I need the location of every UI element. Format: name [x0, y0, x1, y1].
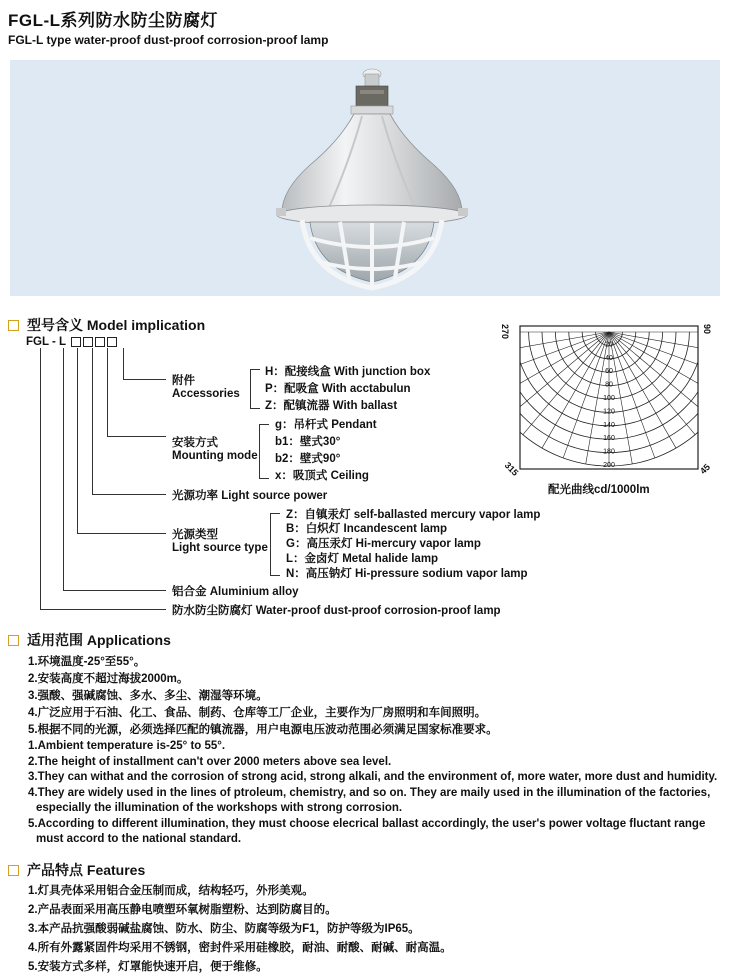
bullet-square-icon [8, 865, 19, 876]
polar-caption: 配光曲线cd/1000lm [548, 484, 650, 496]
code-box-2 [83, 337, 93, 347]
list-item: 4.广泛应用于石油、化工、食品、制药、仓库等工厂企业，主要作为厂房照明和车间照明。 [28, 707, 487, 719]
list-item: must accord to the national standard. [36, 833, 242, 845]
connector-line [92, 348, 93, 494]
connector-line [92, 494, 166, 495]
light-type-item: Z：自镇汞灯 self-ballasted mercury vapor lamp [286, 509, 541, 521]
bracket-line [250, 369, 260, 370]
bracket-line [270, 513, 280, 514]
polar-ring-label: 40 [605, 354, 613, 362]
angle-315-label: 315 [502, 460, 521, 478]
lamp-image [10, 60, 720, 296]
light-type-label-cn: 光源类型 [172, 529, 218, 541]
code-box-3 [95, 337, 105, 347]
applications-list [28, 654, 723, 848]
list-item: 4.They are widely used in the lines of ptroleum, chemistry, and so on. They are maily used in the illumination of the factories, [28, 786, 711, 799]
polar-ring-label: 120 [603, 408, 615, 416]
list-item: 5.According to different illumination, they must choose elecrical ballast accordingly, the user's power voltage fluctant range [28, 817, 706, 830]
polar-ring-label: 100 [603, 395, 615, 402]
connector-line [77, 348, 78, 533]
mounting-item: b2：壁式90° [275, 453, 341, 465]
connector-line [63, 590, 166, 591]
bullet-square-icon [8, 635, 19, 646]
light-type-item: B：白炽灯 Incandescent lamp [286, 523, 448, 535]
list-item: 5.根据不同的光源，必须选择匹配的镇流器，用户电源电压波动范围必须满足国家标准要求。 [28, 724, 498, 736]
bracket-line [270, 513, 271, 575]
model-code: FGL - L [26, 336, 117, 348]
connector-line [40, 609, 166, 610]
code-box-4 [107, 337, 117, 347]
bracket-line [259, 424, 269, 425]
connector-line [107, 348, 108, 436]
accessory-item: H：配接线盒 With junction box [265, 366, 431, 378]
mounting-item: b1：壁式30° [275, 436, 341, 448]
mounting-label-en: Mounting mode [172, 450, 258, 462]
connector-line [40, 348, 41, 610]
bracket-line [250, 369, 251, 409]
polar-ring-label: 200 [603, 462, 615, 469]
alloy-label: 铝合金 Aluminium alloy [172, 586, 299, 598]
bracket-line [270, 575, 280, 576]
connector-line [77, 533, 166, 534]
features-heading: 产品特点 Features [8, 860, 145, 880]
light-type-item: G：高压汞灯 Hi-mercury vapor lamp [286, 538, 481, 550]
list-item: 1.灯具壳体采用铝合金压制而成，结构轻巧，外形美观。 [28, 885, 314, 897]
polar-ring-label: 160 [603, 435, 615, 443]
list-item: 4.所有外露紧固件均采用不锈钢，密封件采用硅橡胶，耐油、耐酸、耐碱、耐高温。 [28, 942, 452, 954]
features-list [28, 882, 723, 977]
connector-line [107, 436, 166, 437]
bullet-square-icon [8, 320, 19, 331]
light-distribution-diagram [498, 318, 720, 500]
mounting-label-cn: 安装方式 [172, 437, 218, 449]
list-item: 3.本产品抗强酸弱碱盐腐蚀、防水、防尘、防腐等级为F1，防护等级为IP65。 [28, 923, 420, 935]
list-item: 2.The height of installment can't over 2000 meters above sea level. [28, 755, 392, 768]
model-heading: 型号含义 Model implication [8, 315, 205, 335]
angle-45-label: 45 [697, 461, 713, 477]
angle-90-label: 90 [702, 324, 712, 335]
page-title: FGL-L系列防水防尘防腐灯 [8, 11, 219, 30]
connector-line [63, 348, 64, 590]
list-item: 3.强酸、强碱腐蚀、多水、多尘、潮湿等环境。 [28, 690, 268, 702]
bracket-line [250, 408, 260, 409]
applications-heading: 适用范围 Applications [8, 630, 171, 650]
polar-ring-label: 60 [605, 368, 613, 376]
list-item: 1.Ambient temperature is-25° to 55°. [28, 740, 226, 752]
product-banner [10, 60, 720, 296]
lamp-label: 防水防尘防腐灯 Water-proof dust-proof corrosion-proof lamp [172, 605, 501, 617]
code-box-1 [71, 337, 81, 347]
list-item: 3.They can withat and the corrosion of strong acid, strong alkali, and the environment of, more water, more dust and humidity. [28, 771, 718, 783]
connector-line [123, 379, 166, 380]
list-item: 5.安装方式多样，灯罩能快速开启，便于维修。 [28, 961, 268, 973]
connector-line [123, 348, 124, 380]
list-item: 1.环境温度-25°至55°。 [28, 656, 146, 668]
accessories-label-cn: 附件 [172, 375, 195, 387]
list-item: 2.产品表面采用高压静电喷塑环氧树脂塑粉、达到防腐目的。 [28, 904, 337, 916]
polar-ring-label: 80 [605, 381, 613, 389]
bracket-line [259, 424, 260, 479]
list-item: especially the illumination of the workshops with strong corrosion. [36, 802, 403, 814]
accessories-label-en: Accessories [172, 388, 240, 400]
polar-ring-label: 20 [605, 341, 613, 349]
bracket-line [259, 478, 269, 479]
page-subtitle: FGL-L type water-proof dust-proof corrosion-proof lamp [8, 33, 329, 47]
accessory-item: Z：配镇流器 With ballast [265, 400, 398, 412]
mounting-item: x：吸顶式 Ceiling [275, 470, 369, 482]
light-type-item: N：高压钠灯 Hi-pressure sodium vapor lamp [286, 568, 528, 580]
angle-270-label: 270 [500, 324, 510, 340]
mounting-item: g：吊杆式 Pendant [275, 419, 377, 431]
polar-ring-label: 180 [603, 448, 615, 456]
light-type-item: L：金卤灯 Metal halide lamp [286, 553, 439, 565]
accessory-item: P：配吸盒 With acctabulun [265, 383, 411, 395]
polar-ring-label: 140 [603, 421, 615, 429]
power-label: 光源功率 Light source power [172, 490, 328, 502]
light-type-label-en: Light source type [172, 542, 268, 554]
list-item: 2.安装高度不超过海拔2000m。 [28, 673, 189, 685]
